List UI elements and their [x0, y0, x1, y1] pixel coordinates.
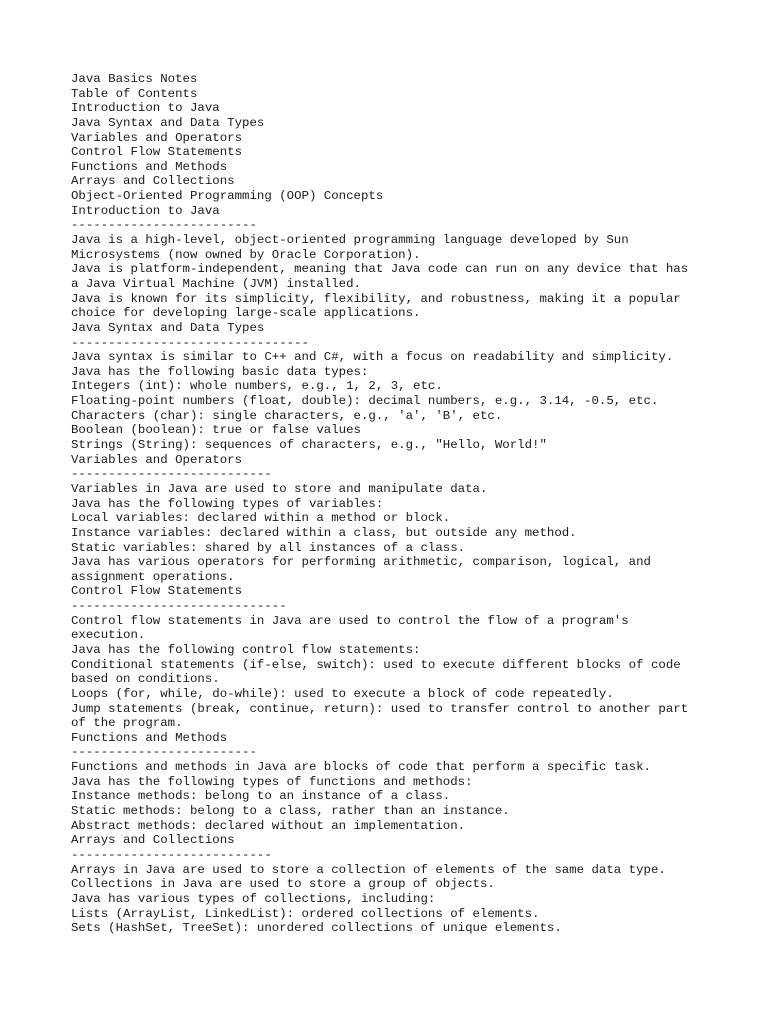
- toc-item: Introduction to Java: [71, 101, 220, 116]
- body-text-line: Characters (char): single characters, e.g., 'a', 'B', etc.: [71, 408, 503, 423]
- document-page: [71, 72, 761, 936]
- body-text-line: of the program.: [71, 716, 183, 731]
- toc-item: Functions and Methods: [71, 159, 228, 174]
- toc-item: Java Syntax and Data Types: [71, 115, 265, 130]
- section-underline: -------------------------: [71, 745, 257, 760]
- body-text-line: Java has the following basic data types:: [71, 364, 369, 379]
- body-text-line: Java is platform-independent, meaning that Java code can run on any device that has: [71, 262, 689, 277]
- toc-item: Variables and Operators: [71, 130, 243, 145]
- body-text-line: Microsystems (now owned by Oracle Corporation).: [71, 247, 421, 262]
- body-text-line: Integers (int): whole numbers, e.g., 1, 2, 3, etc.: [71, 379, 443, 394]
- body-text-line: execution.: [71, 628, 146, 643]
- body-text-line: Sets (HashSet, TreeSet): unordered collections of unique elements.: [71, 921, 562, 936]
- body-text-line: Java has the following types of variables:: [71, 496, 384, 511]
- body-text-line: Java has various types of collections, including:: [71, 891, 436, 906]
- section-heading: Introduction to Java: [71, 203, 220, 218]
- body-text-line: Strings (String): sequences of characters, e.g., "Hello, World!": [71, 438, 547, 453]
- body-text-line: Java is a high-level, object-oriented programming language developed by Sun: [71, 233, 629, 248]
- section-heading: Java Syntax and Data Types: [71, 320, 265, 335]
- body-text-line: Abstract methods: declared without an implementation.: [71, 818, 466, 833]
- section-underline: -------------------------: [71, 218, 257, 233]
- body-text-line: based on conditions.: [71, 672, 220, 687]
- toc-heading: Table of Contents: [71, 86, 198, 101]
- body-text-line: Lists (ArrayList, LinkedList): ordered collections of elements.: [71, 906, 540, 921]
- body-text-line: Boolean (boolean): true or false values: [71, 423, 361, 438]
- section-heading: Functions and Methods: [71, 730, 228, 745]
- toc-item: Control Flow Statements: [71, 145, 243, 160]
- body-text-line: Jump statements (break, continue, return): used to transfer control to another part: [71, 701, 689, 716]
- body-text-line: Java is known for its simplicity, flexibility, and robustness, making it a popular: [71, 291, 681, 306]
- toc-item: Object-Oriented Programming (OOP) Concepts: [71, 189, 384, 204]
- body-text-line: Java has various operators for performing arithmetic, comparison, logical, and: [71, 555, 651, 570]
- body-text-line: Static methods: belong to a class, rather than an instance.: [71, 804, 510, 819]
- body-text-line: assignment operations.: [71, 569, 235, 584]
- body-text-line: Functions and methods in Java are blocks of code that perform a specific task.: [71, 760, 651, 775]
- section-underline: ---------------------------: [71, 847, 272, 862]
- body-text-line: Arrays in Java are used to store a collection of elements of the same data type.: [71, 862, 666, 877]
- section-underline: ---------------------------: [71, 467, 272, 482]
- body-text-line: a Java Virtual Machine (JVM) installed.: [71, 276, 361, 291]
- document-title: Java Basics Notes: [71, 72, 198, 86]
- body-text-line: Floating-point numbers (float, double): decimal numbers, e.g., 3.14, -0.5, etc.: [71, 394, 659, 409]
- body-text-line: Loops (for, while, do-while): used to execute a block of code repeatedly.: [71, 686, 614, 701]
- body-text-line: Variables in Java are used to store and manipulate data.: [71, 481, 488, 496]
- body-text-line: Local variables: declared within a method or block.: [71, 511, 451, 526]
- body-text-line: Java syntax is similar to C++ and C#, with a focus on readability and simplicity.: [71, 350, 674, 365]
- body-text-line: Collections in Java are used to store a group of objects.: [71, 877, 495, 892]
- body-text-line: Java has the following control flow statements:: [71, 642, 421, 657]
- section-underline: -----------------------------: [71, 599, 287, 614]
- body-text-line: Instance variables: declared within a class, but outside any method.: [71, 525, 577, 540]
- body-text-line: Static variables: shared by all instances of a class.: [71, 540, 466, 555]
- body-text-line: Java has the following types of functions and methods:: [71, 774, 473, 789]
- body-text-line: Control flow statements in Java are used to control the flow of a program's: [71, 613, 629, 628]
- section-heading: Arrays and Collections: [71, 833, 235, 848]
- body-text-line: Instance methods: belong to an instance of a class.: [71, 789, 451, 804]
- toc-item: Arrays and Collections: [71, 174, 235, 189]
- section-heading: Control Flow Statements: [71, 584, 243, 599]
- body-text-line: Conditional statements (if-else, switch): used to execute different blocks of code: [71, 657, 681, 672]
- section-heading: Variables and Operators: [71, 452, 243, 467]
- body-text-line: choice for developing large-scale applications.: [71, 306, 421, 321]
- section-underline: --------------------------------: [71, 335, 309, 350]
